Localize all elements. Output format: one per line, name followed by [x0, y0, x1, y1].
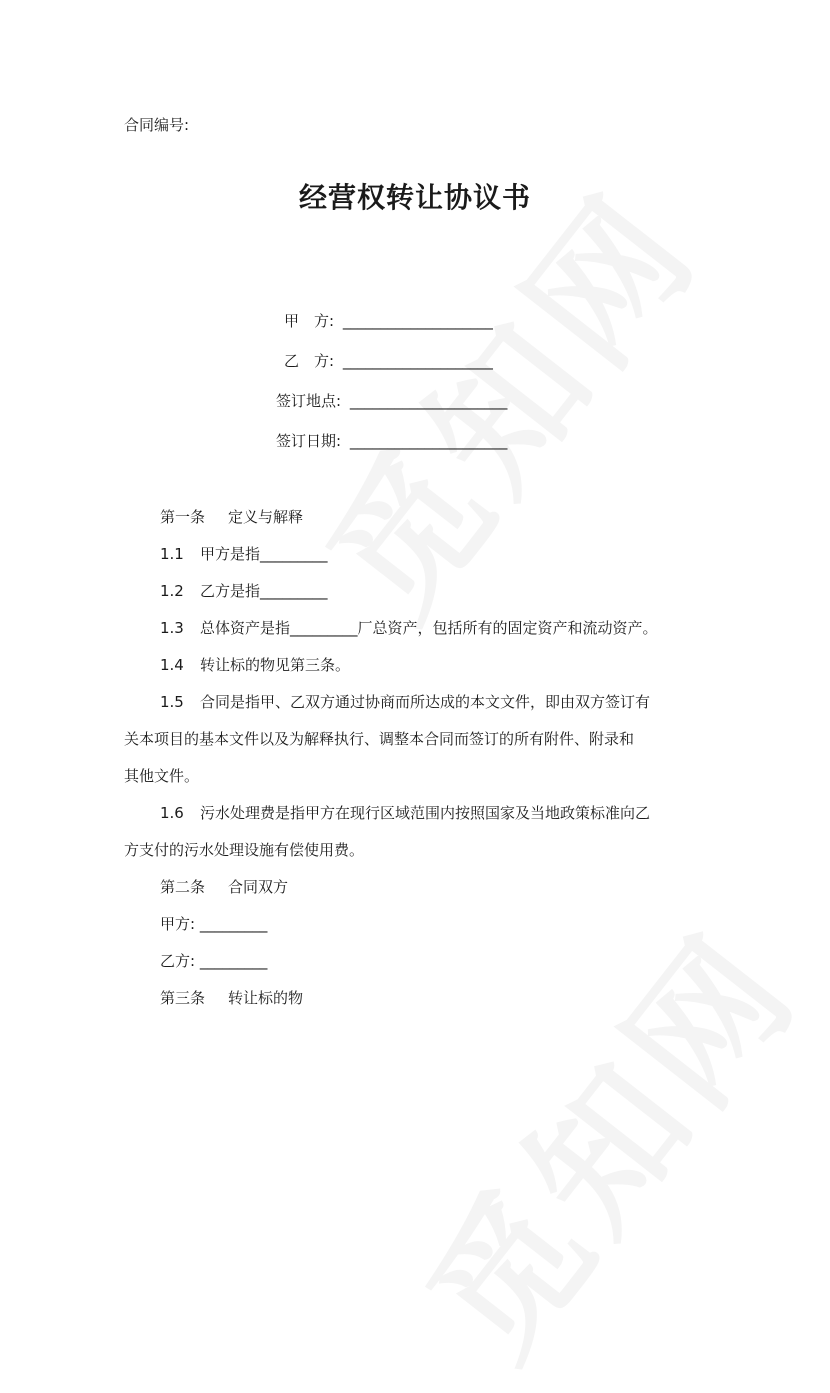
clause-1-5-line-3: 其他文件。 [124, 767, 200, 785]
article-1-number: 第一条 [160, 508, 206, 526]
clause-text: 总体资产是指_________厂总资产，包括所有的固定资产和流动资产。 [200, 619, 658, 637]
article-2-party-b: 乙方: _________ [160, 952, 268, 970]
clause-text: 转让标的物见第三条。 [200, 656, 351, 674]
article-2-number: 第二条 [160, 878, 206, 896]
clause-1-6-line-1 [124, 802, 716, 824]
party-b-blank: ____________________ [342, 352, 493, 370]
clause-text: 合同是指甲、乙双方通过协商而所达成的本文文件，即由双方签订有 [200, 693, 651, 711]
party-a-row [284, 310, 493, 332]
clause-1-5-line-1 [124, 691, 716, 713]
clause-number: 1.1 [160, 545, 184, 563]
clause-1-4 [124, 654, 716, 676]
clause-text: 乙方是指_________ [200, 582, 328, 600]
signing-date-row [276, 430, 507, 452]
clause-number: 1.2 [160, 582, 184, 600]
clause-text: 甲方是指_________ [200, 545, 328, 563]
document-title: 经营权转让协议书 [298, 181, 531, 214]
signing-date-blank: _____________________ [349, 432, 508, 450]
signing-date-label: 签订日期: [276, 432, 342, 450]
clause-1-6-line-2: 方支付的污水处理设施有偿使用费。 [124, 841, 365, 859]
article-2-title: 合同双方 [228, 878, 289, 896]
clause-number: 1.3 [160, 619, 184, 637]
party-b-label: 乙 方: [284, 352, 335, 370]
signing-place-blank: _____________________ [349, 392, 508, 410]
article-2-heading [124, 876, 716, 898]
article-3-heading [124, 987, 716, 1009]
signing-place-row [276, 390, 507, 412]
party-a-blank: ____________________ [342, 312, 493, 330]
clause-1-2 [124, 580, 716, 602]
clause-1-5-line-2: 关本项目的基本文件以及为解释执行、调整本合同而签订的所有附件、附录和 [124, 730, 635, 748]
party-b-row [284, 350, 493, 372]
signing-place-label: 签订地点: [276, 392, 342, 410]
article-3-title: 转让标的物 [228, 989, 304, 1007]
article-1-title: 定义与解释 [228, 508, 304, 526]
clause-number: 1.4 [160, 656, 184, 674]
clause-text: 污水处理费是指甲方在现行区域范围内按照国家及当地政策标准向乙 [200, 804, 651, 822]
clause-number: 1.5 [160, 693, 184, 711]
clause-1-1 [124, 543, 716, 565]
party-a-label: 甲 方: [284, 312, 335, 330]
clause-number: 1.6 [160, 804, 184, 822]
article-1-heading [124, 506, 716, 528]
contract-body [124, 506, 716, 1009]
article-3-number: 第三条 [160, 989, 206, 1007]
contract-number-label: 合同编号: [124, 116, 190, 134]
clause-1-3 [124, 617, 716, 639]
article-2-party-a: 甲方: _________ [160, 915, 268, 933]
